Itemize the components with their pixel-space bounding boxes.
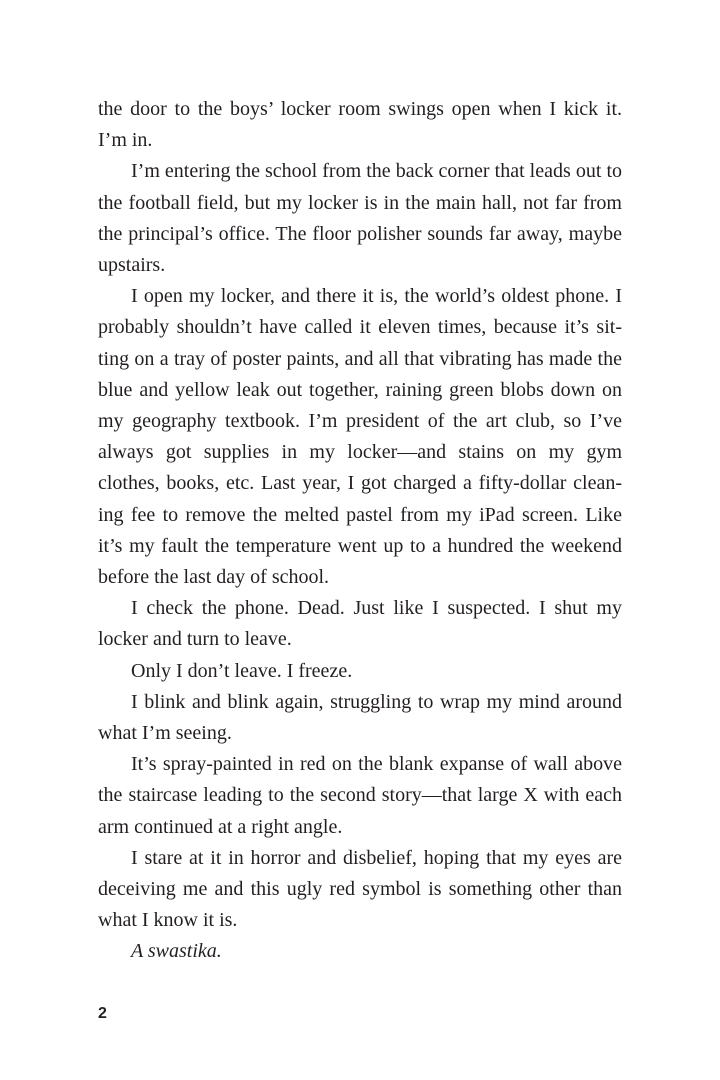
paragraph: Only I don’t leave. I freeze. — [131, 659, 353, 682]
paragraph: I open my locker, and there it is, the world’s oldest phone. I probably shouldn’t have called it eleven times, because it’s sitting on a tray of poster paints, and all that vibrating has made the blue and yellow leak out together, raining green blobs down on my geography textbook. I’m president of the art club, so I’ve always got supplies in my locker—and stains on my gym clothes, books, etc. Last year, I got charged a fifty-dollar cleaning fee to remove the melted pastel from my iPad screen. Like it’s my fault the temperature went up to a hundred the weekend before the last day of school. — [98, 285, 622, 589]
paragraph-italic: A swastika. — [131, 940, 222, 963]
paragraph: I stare at it in horror and disbelief, hoping that my eyes are deceiving me and this ugly red symbol is something other than what I know it is. — [98, 846, 622, 932]
paragraph: I’m entering the school from the back corner that leads out to the football field, but my locker is in the main hall, not far from the principal’s office. The floor polisher sounds far away, maybe upstairs. — [98, 160, 622, 277]
paragraph: It’s spray-painted in red on the blank expanse of wall above the staircase leading to the second story—that large X with each arm continued at a right angle. — [98, 753, 622, 838]
paragraph: the door to the boys’ locker room swings open when I kick it. I’m in. — [98, 98, 622, 152]
paragraph: I blink and blink again, struggling to wrap my mind around what I’m seeing. — [98, 690, 622, 745]
paragraph: I check the phone. Dead. Just like I suspected. I shut my locker and turn to leave. — [98, 597, 622, 651]
book-page-body — [98, 94, 622, 968]
page-number: 2 — [98, 1005, 107, 1022]
